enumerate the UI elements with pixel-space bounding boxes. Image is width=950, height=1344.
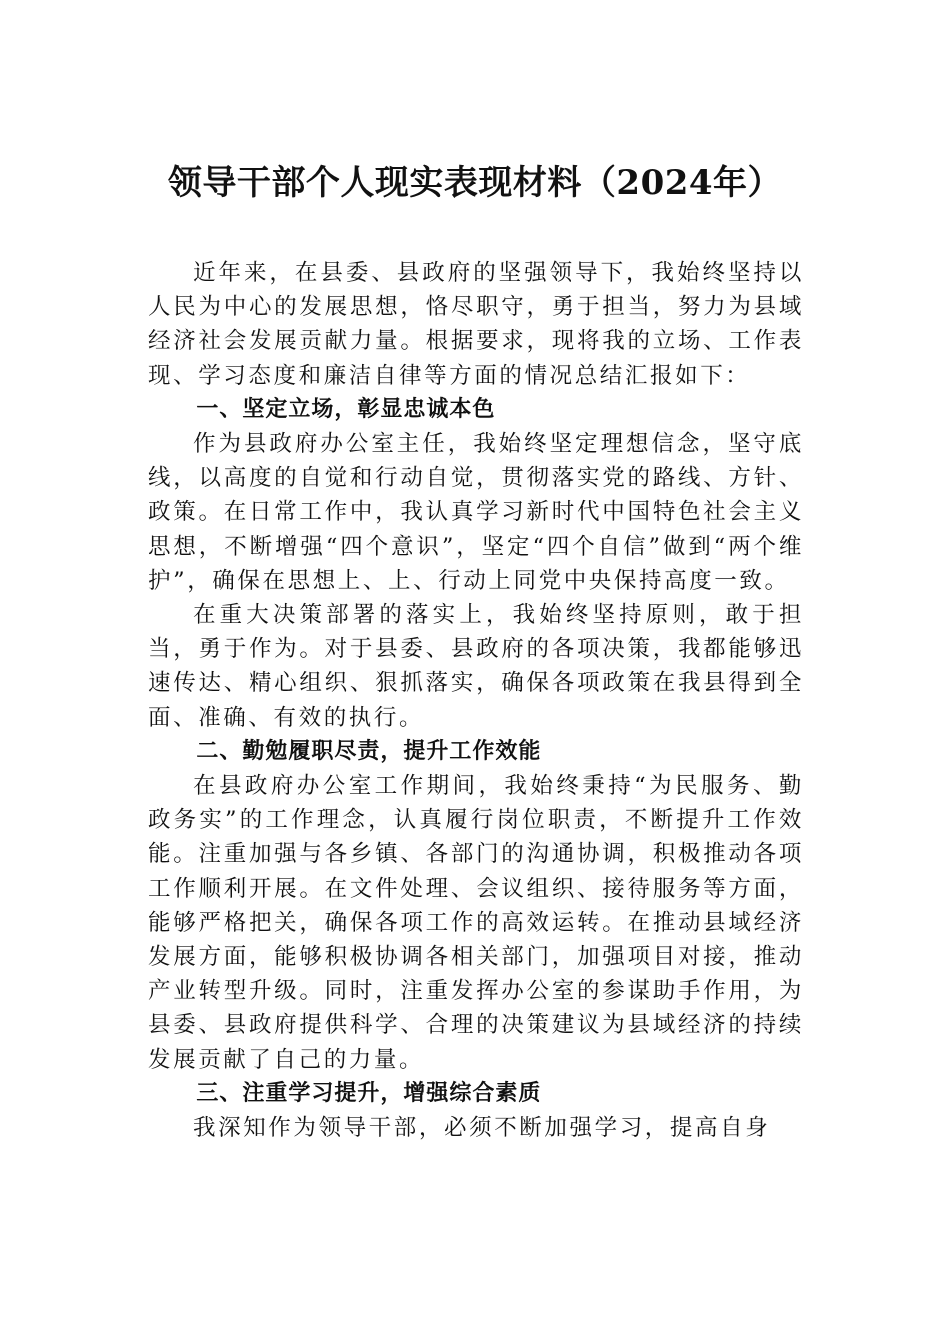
intro-paragraph: 近年来，在县委、县政府的坚强领导下，我始终坚持以人民为中心的发展思想，恪尽职守，勇于担当，努力为县域经济社会发展贡献力量。根据要求，现将我的立场、工作表现、学习态度和廉洁自律等方面的情况总结汇报如下： <box>148 260 804 389</box>
section-1-paragraph-1: 作为县政府办公室主任，我始终坚定理想信念，坚守底线，以高度的自觉和行动自觉，贯彻落实党的路线、方针、政策。在日常工作中，我认真学习新时代中国特色社会主义思想，不断增强“四个意识”，坚定“四个自信”做到“两个维护”，确保在思想上、上、行动上同党中央保持高度一致。 <box>148 431 804 594</box>
document-title: 领导干部个人现实表现材料（2024年） <box>167 163 783 203</box>
section-2-paragraph-1: 在县政府办公室工作期间，我始终秉持“为民服务、勤政务实”的工作理念，认真履行岗位职责，不断提升工作效能。注重加强与各乡镇、各部门的沟通协调，积极推动各项工作顺利开展。在文件处理、会议组织、接待服务等方面，能够严格把关，确保各项工作的高效运转。在推动县域经济发展方面，能够积极协调各相关部门，加强项目对接，推动产业转型升级。同时，注重发挥办公室的参谋助手作用，为县委、县政府提供科学、合理的决策建议为县域经济的持续发展贡献了自己的力量。 <box>148 773 804 1073</box>
section-heading-3: 三、注重学习提升，增强综合素质 <box>196 1080 542 1106</box>
document-body <box>148 256 804 1145</box>
section-heading-1: 一、坚定立场，彰显忠诚本色 <box>196 396 496 422</box>
section-heading-2: 二、勤勉履职尽责，提升工作效能 <box>196 738 542 764</box>
section-3-paragraph-1: 我深知作为领导干部，必须不断加强学习，提高自身 <box>193 1115 771 1142</box>
section-1-paragraph-2: 在重大决策部署的落实上，我始终坚持原则，敢于担当，勇于作为。对于县委、县政府的各项决策，我都能够迅速传达、精心组织、狠抓落实，确保各项政策在我县得到全面、准确、有效的执行。 <box>148 602 804 731</box>
